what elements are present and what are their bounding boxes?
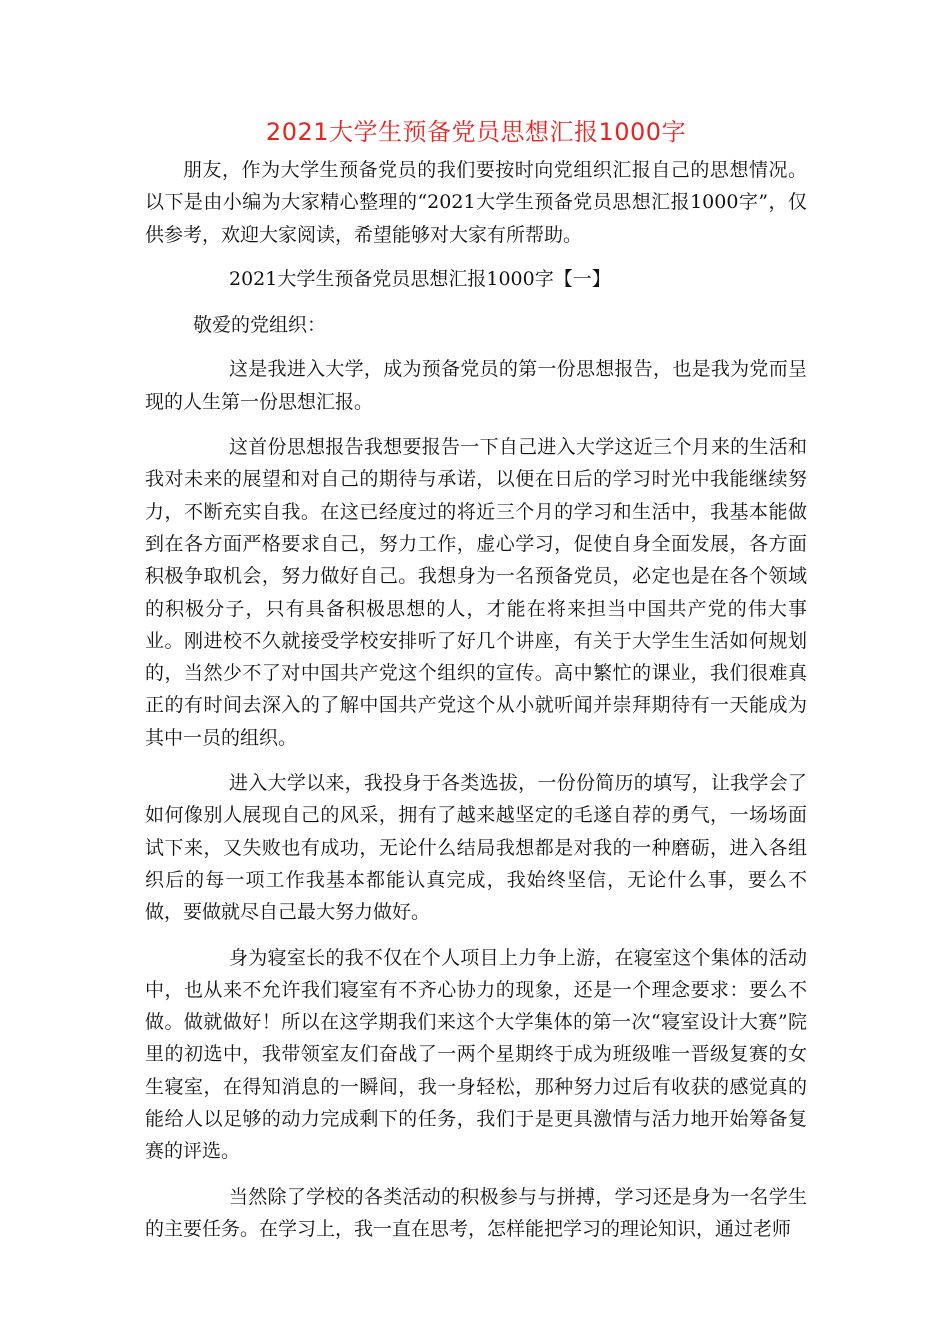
section-heading: 2021大学生预备党员思想汇报1000字【一】: [229, 267, 611, 290]
body-paragraph: 这首份思想报告我想要报告一下自己进入大学这近三个月来的生活和我对未来的展望和对自己的期待与承诺，以便在日后的学习时光中我能继续努力，不断充实自我。在这已经度过的将近三个月的学习和生活中，我基本能做到在各方面严格要求自己，努力工作，虚心学习，促使自身全面发展，各方面积极争取机会，努力做好自己。我想身为一名预备党员，必定也是在各个领域的积极分子，只有具备积极思想的人，才能在将来担当中国共产党的伟大事业。刚进校不久就接受学校安排听了好几个讲座，有关于大学生生活如何规划的，当然少不了对中国共产党这个组织的宣传。高中繁忙的课业，我们很难真正的有时间去深入的了解中国共产党这个从小就听闻并崇拜期待有一天能成为其中一员的组织。: [145, 436, 807, 749]
intro-paragraph: 朋友，作为大学生预备党员的我们要按时向党组织汇报自己的思想情况。以下是由小编为大家精心整理的“2021大学生预备党员思想汇报1000字”，仅供参考，欢迎大家阅读，希望能够对大家有所帮助。: [145, 159, 807, 246]
document-page: [145, 112, 807, 1258]
salutation: 敬爱的党组织：: [193, 314, 327, 337]
body-paragraph: 进入大学以来，我投身于各类选拔，一份份简历的填写，让我学会了如何像别人展现自己的风采，拥有了越来越坚定的毛遂自荐的勇气，一场场面试下来，又失败也有成功，无论什么结局我想都是对我的一种磨砺，进入各组织后的每一项工作我基本都能认真完成，我始终坚信，无论什么事，要么不做，要做就尽自己最大努力做好。: [145, 772, 807, 924]
body-paragraph: 身为寝室长的我不仅在个人项目上力争上游，在寝室这个集体的活动中，也从来不允许我们寝室有不齐心协力的现象，还是一个理念要求：要么不做。做就做好！所以在这学期我们来这个大学集体的第一次“寝室设计大赛”院里的初选中，我带领室友们奋战了一两个星期终于成为班级唯一晋级复赛的女生寝室，在得知消息的一瞬间，我一身轻松，那种努力过后有收获的感觉真的能给人以足够的动力完成剩下的任务，我们于是更具激情与活力地开始筹备复赛的评选。: [145, 946, 807, 1163]
body-paragraph: 当然除了学校的各类活动的积极参与与拼搏，学习还是身为一名学生的主要任务。在学习上，我一直在思考，怎样能把学习的理论知识，通过老师: [145, 1185, 807, 1240]
body-paragraph: 这是我进入大学，成为预备党员的第一份思想报告，也是我为党而呈现的人生第一份思想汇报。: [145, 358, 807, 413]
document-title: 2021大学生预备党员思想汇报1000字: [265, 118, 687, 146]
